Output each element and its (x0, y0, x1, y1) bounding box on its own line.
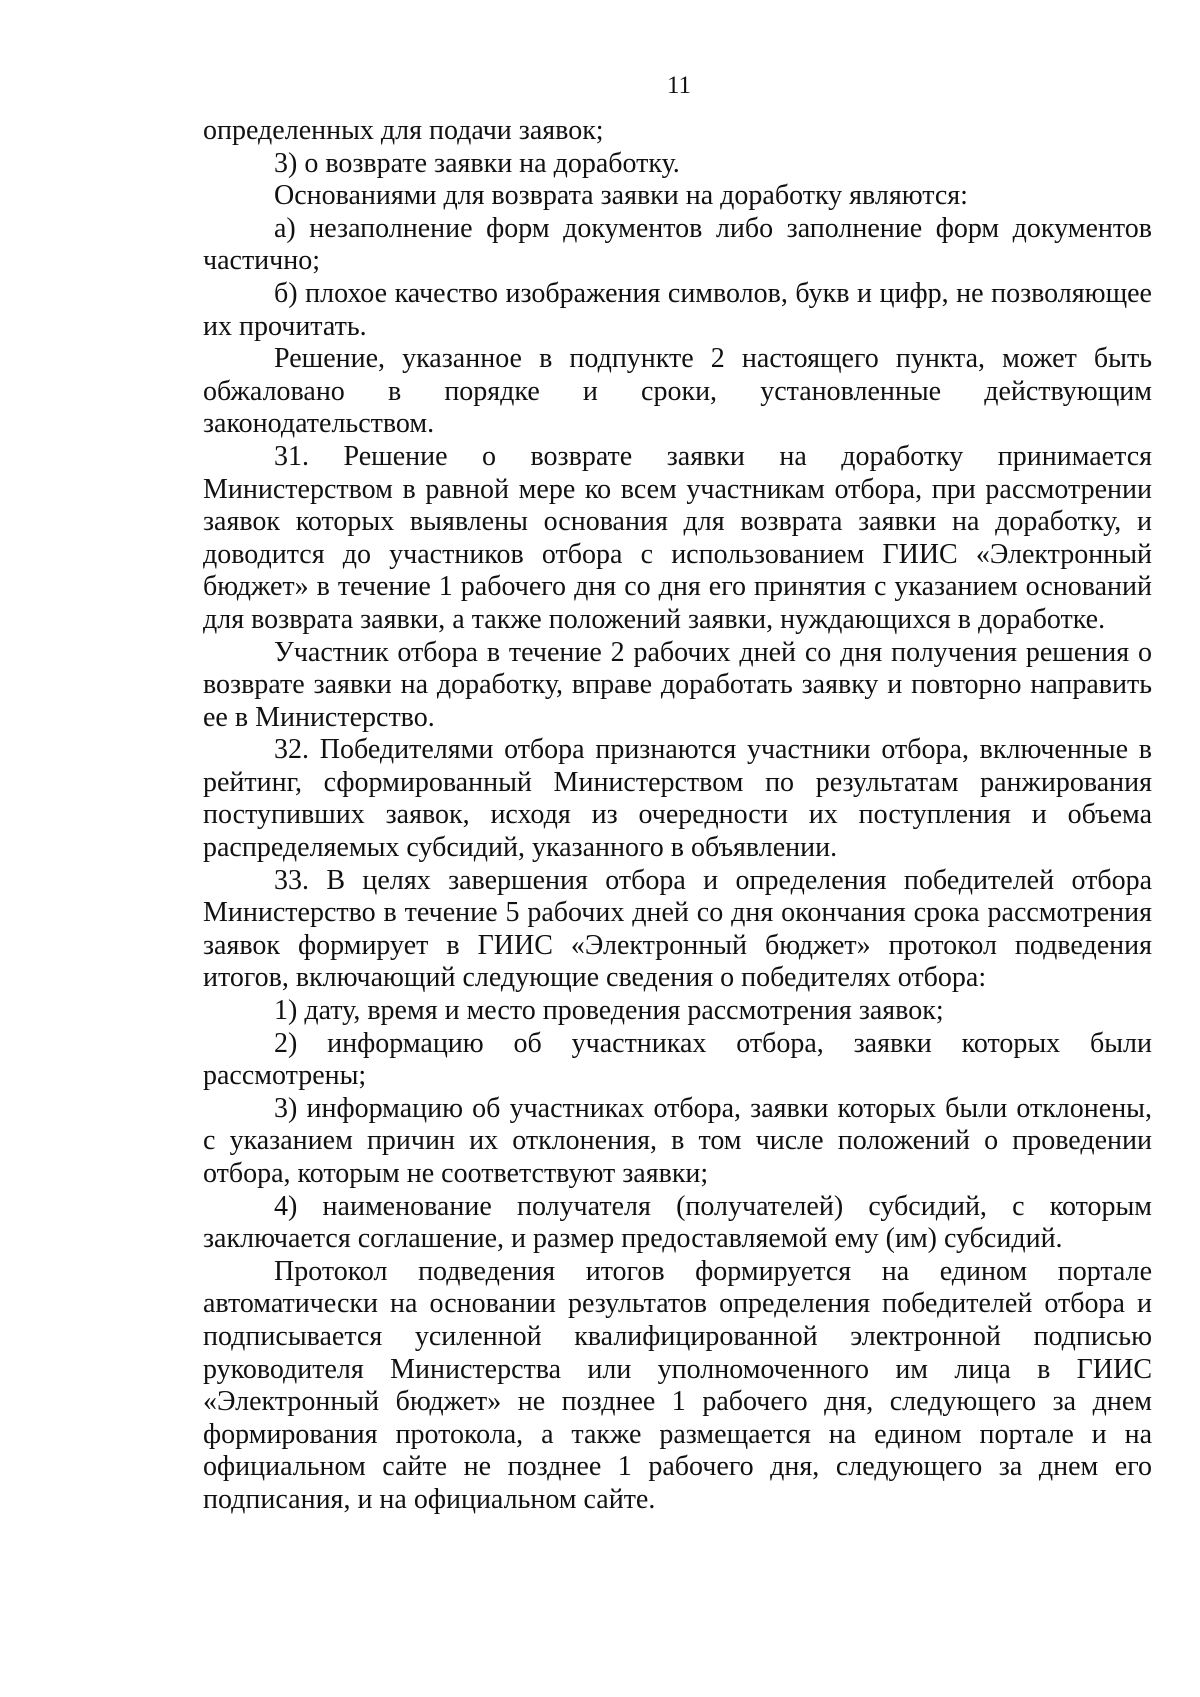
paragraph-4: а) незаполнение форм документов либо заполнение форм документов частично; (203, 212, 1152, 277)
paragraph-1: определенных для подачи заявок; (203, 115, 604, 146)
paragraph-10: 33. В целях завершения отбора и определения победителей отбора Министерство в течение 5 рабочих дней со дня окончания срока рассмотрения заявок формирует в ГИИС «Электронный бюджет» протокол подведения итогов, включающий следующие сведения о победителях отбора: (203, 864, 1152, 994)
paragraph-5: б) плохое качество изображения символов, букв и цифр, не позволяющее их прочитать. (203, 277, 1152, 342)
paragraph-15: Протокол подведения итогов формируется на едином портале автоматически на основании результатов определения победителей отбора и подписывается усиленной квалифицированной электронной подписью руководителя Министерства или уполномоченного им лица в ГИИС «Электронный бюджет» не позднее 1 рабочего дня, следующего за днем формирования протокола, а также размещается на едином портале и на официальном сайте не позднее 1 рабочего дня, следующего за днем его подписания, и на официальном сайте. (203, 1255, 1152, 1515)
paragraph-6: Решение, указанное в подпункте 2 настоящего пункта, может быть обжаловано в порядке и сроки, установленные действующим законодательством. (203, 343, 1152, 440)
paragraph-3: Основаниями для возврата заявки на доработку являются: (274, 180, 968, 212)
paragraph-8: Участник отбора в течение 2 рабочих дней со дня получения решения о возврате заявки на доработку, вправе доработать заявку и повторно направить ее в Министерство. (203, 636, 1152, 733)
paragraph-9: 32. Победителями отбора признаются участники отбора, включенные в рейтинг, сформированный Министерством по результатам ранжирования поступивших заявок, исходя из очередности их поступления и объема распределяемых субсидий, указанного в объявлении. (203, 734, 1152, 864)
paragraph-11: 1) дату, время и место проведения рассмотрения заявок; (274, 995, 944, 1027)
paragraph-7: 31. Решение о возврате заявки на доработку принимается Министерством в равной мере ко всем участникам отбора, при рассмотрении заявок которых выявлены основания для возврата заявки на доработку, и доводится до участников отбора с использованием ГИИС «Электронный бюджет» в течение 1 рабочего дня со дня его принятия с указанием оснований для возврата заявки, а также положений заявки, нуждающихся в доработке. (203, 440, 1152, 635)
page-number: 11 (666, 72, 692, 99)
document-body (203, 115, 1152, 1517)
paragraph-14: 4) наименование получателя (получателей) субсидий, с которым заключается соглашение, и размер предоставляемой ему (им) субсидий. (203, 1190, 1152, 1255)
paragraph-13: 3) информацию об участниках отбора, заявки которых были отклонены, с указанием причин их отклонения, в том числе положений о проведении отбора, которым не соответствуют заявки; (203, 1092, 1152, 1189)
paragraph-12: 2) информацию об участниках отбора, заявки которых были рассмотрены; (203, 1027, 1152, 1092)
paragraph-2: 3) о возврате заявки на доработку. (274, 147, 680, 179)
